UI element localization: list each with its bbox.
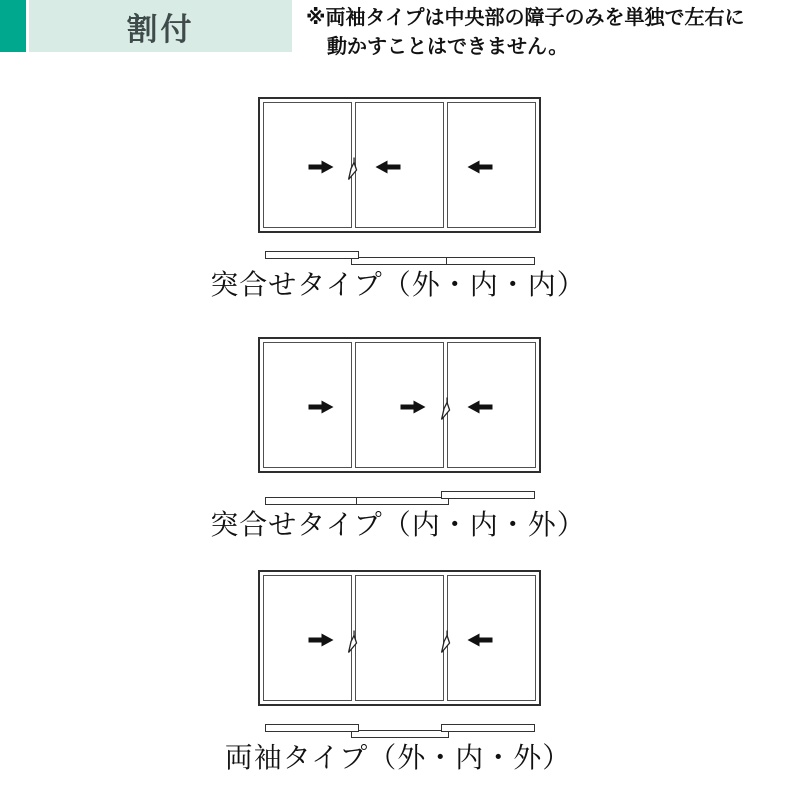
accent-bar: [0, 0, 26, 52]
crescent-lock-icon: [346, 157, 358, 181]
diagram-section: [0, 570, 800, 785]
plan-track-bar-outer: [441, 491, 535, 499]
diagram-label: 突合せタイプ（内・内・外）: [210, 509, 586, 540]
plan-panel-divider: [356, 498, 357, 504]
window-panel: [263, 342, 352, 468]
window-panel: [263, 102, 352, 228]
section-title-box: [29, 0, 292, 52]
slide-left-arrow-icon: [468, 634, 493, 647]
slide-left-arrow-icon: [376, 161, 401, 174]
slide-right-arrow-icon: [401, 401, 426, 414]
diagram-section: [0, 337, 800, 552]
diagram-label: 突合せタイプ（外・内・内）: [210, 269, 586, 300]
slide-right-arrow-icon: [309, 161, 334, 174]
slide-left-arrow-icon: [468, 161, 493, 174]
plan-track-bar-inner: [351, 257, 535, 265]
window-panel: [263, 575, 352, 701]
plan-track-bar-inner: [265, 497, 449, 505]
diagram-label: 両袖タイプ（外・内・外）: [224, 742, 572, 773]
diagram-section: [0, 97, 800, 312]
window-panel: [447, 102, 536, 228]
plan-track-bar-outer: [265, 724, 359, 732]
window-panel: [355, 342, 444, 468]
window-elevation: [258, 570, 541, 706]
window-panel: [355, 575, 444, 701]
window-elevation: [258, 337, 541, 473]
slide-right-arrow-icon: [309, 634, 334, 647]
plan-track-bar-inner: [351, 730, 449, 738]
plan-track-bar-outer: [265, 251, 359, 259]
note-line-2: 動かすことはできません。: [327, 36, 569, 58]
plan-panel-divider: [446, 258, 447, 264]
slide-right-arrow-icon: [309, 401, 334, 414]
crescent-lock-icon: [439, 397, 451, 421]
note-text: [306, 4, 744, 62]
crescent-lock-icon: [346, 630, 358, 654]
slide-left-arrow-icon: [468, 401, 493, 414]
crescent-lock-icon: [439, 630, 451, 654]
window-panel: [355, 102, 444, 228]
note-line-1: ※両袖タイプは中央部の障子のみを単独で左右に: [306, 7, 745, 29]
window-elevation: [258, 97, 541, 233]
window-panel: [447, 575, 536, 701]
section-title: 割付: [126, 11, 195, 47]
plan-track-bar-outer: [441, 724, 535, 732]
window-panel: [447, 342, 536, 468]
